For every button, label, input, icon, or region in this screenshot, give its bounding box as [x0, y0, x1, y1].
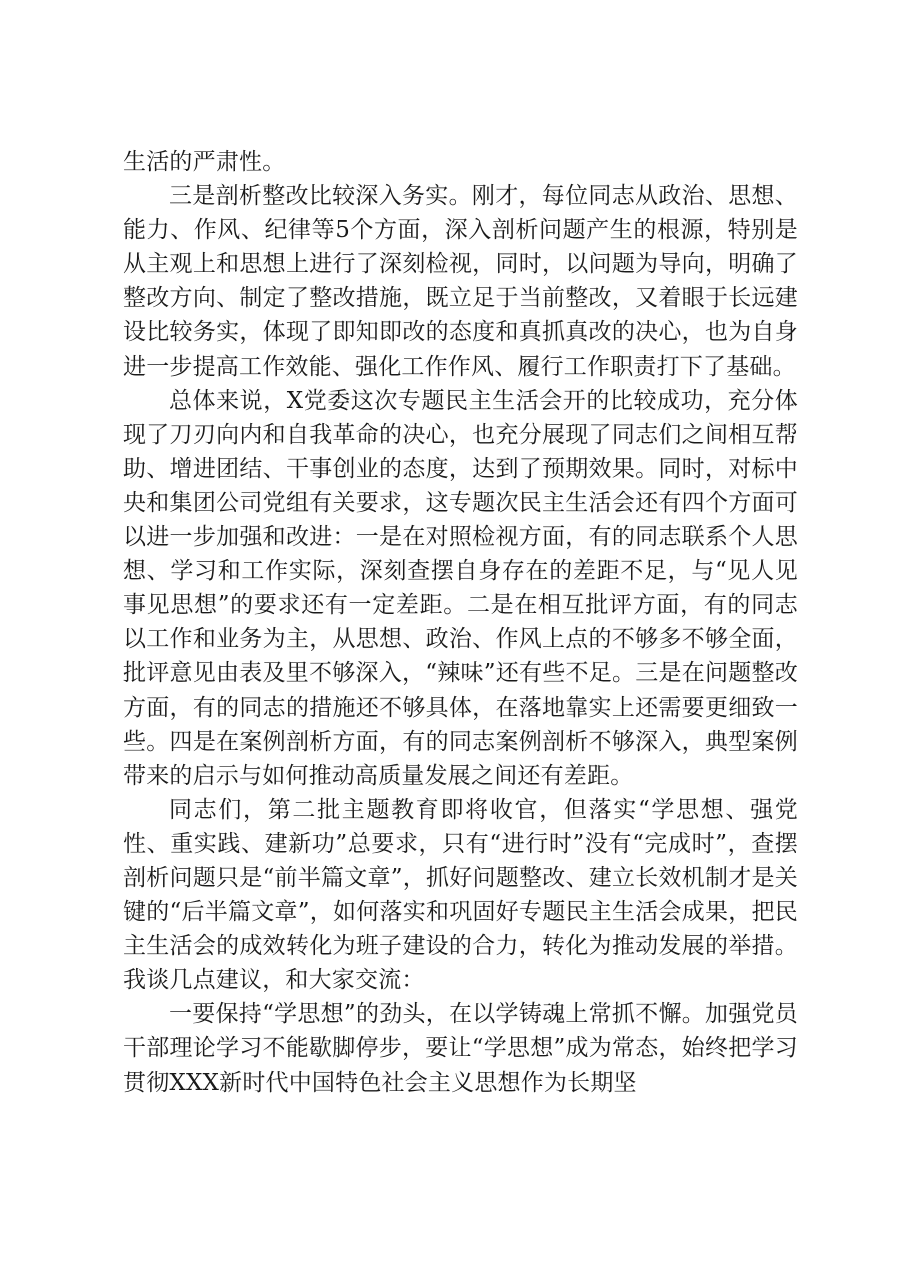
document-body [123, 145, 798, 1100]
paragraph-continuation: 生活的严肃性。 [123, 149, 286, 175]
paragraph-analysis-rectification: 三是剖析整改比较深入务实。刚才，每位同志从政治、思想、能力、作风、纪律等5个方面，深入剖析问题产生的根源，特别是从主观上和思想上进行了深刻检视，同时，以问题为导向，明确了整改方向、制定了整改措施，既立足于当前整改，又着眼于长远建设比较务实，体现了即知即改的态度和真抓真改的决心，也为自身进一步提高工作效能、强化工作作风、履行工作职责打下了基础。 [123, 183, 798, 380]
paragraph-comrades-address: 同志们，第二批主题教育即将收官，但落实“学思想、强党性、重实践、建新功”总要求，只有“进行时”没有“完成时”，查摆剖析问题只是“前半篇文章”，抓好问题整改、建立长效机制才是关键的“后半篇文章”，如何落实和巩固好专题民主生活会成果，把民主生活会的成效转化为班子建设的合力，转化为推动发展的举措。我谈几点建议，和大家交流： [123, 796, 798, 994]
paragraph-first-suggestion: 一要保持“学思想”的劲头，在以学铸魂上常抓不懈。加强党员干部理论学习不能歇脚停步，要让“学思想”成为常态，始终把学习贯彻XXX新时代中国特色社会主义思想作为长期坚 [123, 1001, 798, 1096]
paragraph-overall-assessment: 总体来说，X党委这次专题民主生活会开的比较成功，充分体现了刀刃向内和自我革命的决心，也充分展现了同志们之间相互帮助、增进团结、干事创业的态度，达到了预期效果。同时，对标中央和集团公司党组有关要求，这专题次民主生活会还有四个方面可以进一步加强和改进：一是在对照检视方面，有的同志联系个人思想、学习和工作实际，深刻查摆自身存在的差距不足，与“见人见事见思想”的要求还有一定差距。二是在相互批评方面，有的同志以工作和业务为主，从思想、政治、作风上点的不够多不够全面，批评意见由表及里不够深入，“辣味”还有些不足。三是在问题整改方面，有的同志的措施还不够具体，在落地靠实上还需要更细致一些。四是在案例剖析方面，有的同志案例剖析不够深入，典型案例带来的启示与如何推动高质量发展之间还有差距。 [123, 387, 798, 789]
